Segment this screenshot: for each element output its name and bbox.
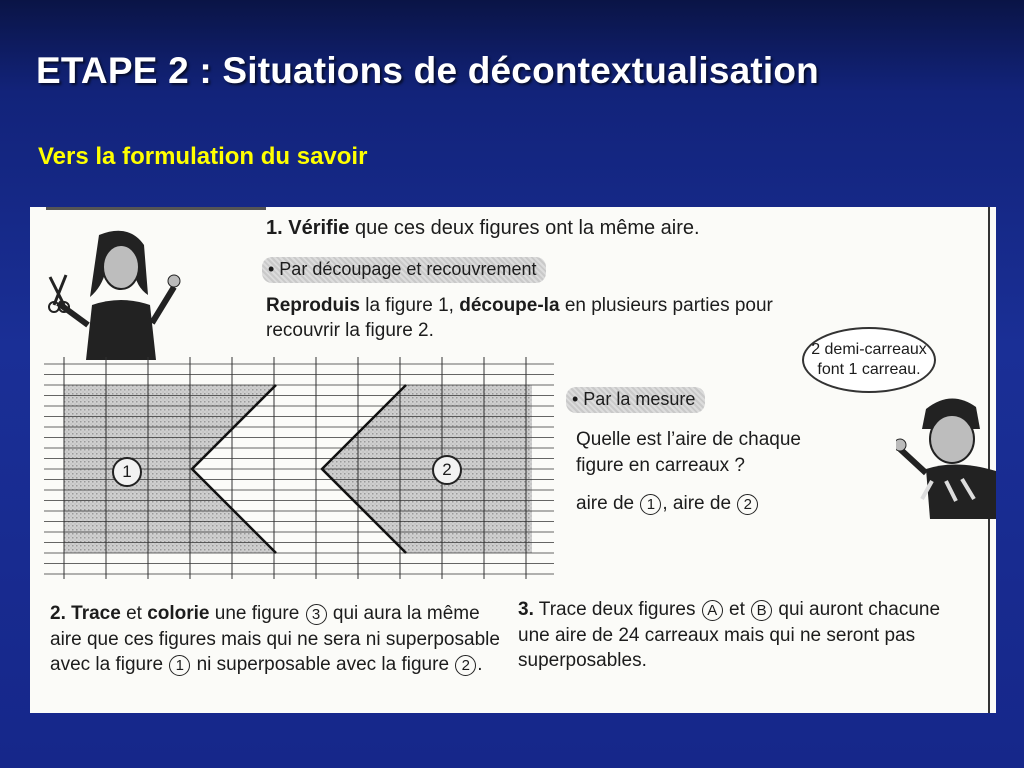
exercise3-and: et <box>723 599 751 620</box>
area-answer-line <box>576 493 759 515</box>
speech-bubble-text: 2 demi-carreaux font 1 carreau. <box>811 341 927 378</box>
figure-1-badge: 1 <box>112 457 142 487</box>
exercise2 <box>50 601 500 678</box>
exercise3-text1: Trace deux figures <box>533 599 701 620</box>
boy-pointing-illustration <box>896 389 996 519</box>
exercise1-number: 1. <box>266 217 283 239</box>
slide-subtitle: Vers la formulation du savoir <box>38 143 368 170</box>
exercise2-number: 2. <box>50 603 66 624</box>
figure-a-ref: A <box>702 600 723 621</box>
exercise1-heading <box>266 217 700 240</box>
figure-3-ref: 3 <box>306 604 327 625</box>
slide-title: ETAPE 2 : Situations de décontextualisation <box>36 50 819 91</box>
exercise2-verb2: colorie <box>147 603 210 624</box>
figure-2-badge: 2 <box>432 455 462 485</box>
figure-1-ref: 1 <box>640 494 661 515</box>
answer-separator: , aire de <box>662 493 737 514</box>
method-decoupage-label: • Par découpage et recouvrement <box>262 257 546 283</box>
page-edge-top <box>46 207 266 210</box>
exercise2-text3: ni superposable avec la figure <box>191 654 455 675</box>
instruction-text2: en plusieurs parties pour recouvrir la figure 2. <box>266 295 773 341</box>
exercise2-figure-2-ref: 2 <box>455 655 476 676</box>
answer-prefix: aire de <box>576 493 640 514</box>
figure-2-ref: 2 <box>737 494 758 515</box>
exercise1-text: que ces deux figures ont la même aire. <box>349 217 700 239</box>
speech-bubble <box>802 327 936 393</box>
exercise3-number: 3. <box>518 599 534 620</box>
instruction-bold-reproduis: Reproduis <box>266 295 360 316</box>
exercise2-verb1: Trace <box>71 603 121 624</box>
instruction-bold-decoupe: découpe-la <box>459 295 560 316</box>
exercise2-end: . <box>477 654 483 675</box>
exercise2-and: et <box>120 603 148 624</box>
exercise3 <box>518 597 958 674</box>
exercise2-text2: qui aura la même aire que ces figures mais qui ne sera ni superposable avec la figure <box>50 603 500 675</box>
exercise1-verb: Vérifie <box>288 217 350 239</box>
figure-b-ref: B <box>751 600 772 621</box>
exercise2-figure-1-ref: 1 <box>169 655 190 676</box>
exercise3-text2: qui auront chacune une aire de 24 carreaux mais qui ne seront pas superposables. <box>518 599 941 671</box>
instruction-text1: la figure 1, <box>359 295 460 316</box>
worksheet-scan <box>30 207 996 713</box>
exercise1-instruction <box>266 293 806 343</box>
area-question: Quelle est l’aire de chaque figure en carreaux ? <box>576 429 801 476</box>
method-mesure-label: • Par la mesure <box>566 387 705 413</box>
girl-with-scissors-illustration <box>44 225 194 360</box>
exercise2-text1: une figure <box>209 603 305 624</box>
